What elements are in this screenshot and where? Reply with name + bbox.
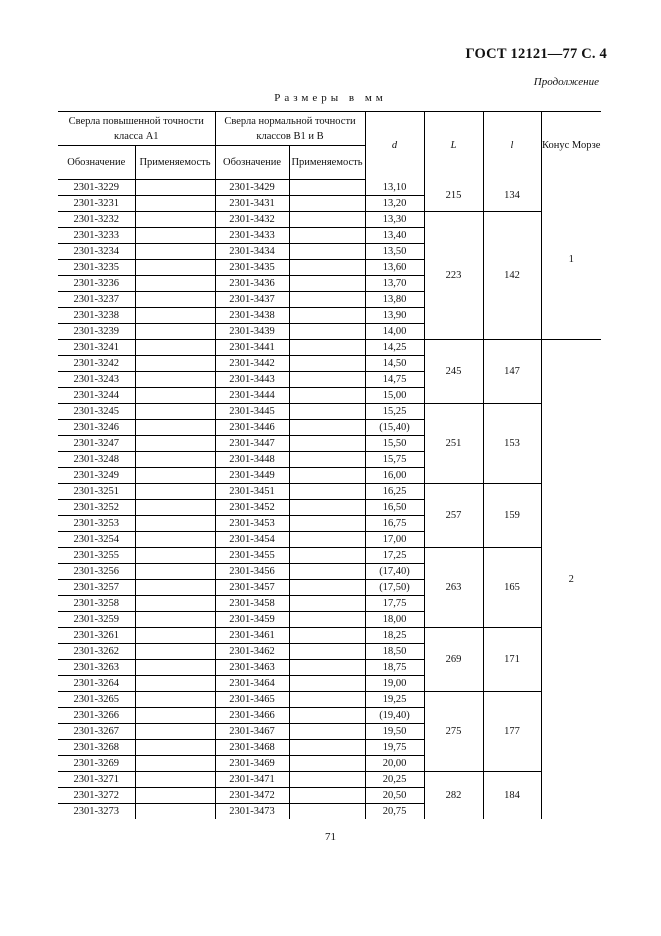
application-b-cell: [289, 612, 365, 628]
application-a1-cell: [135, 724, 215, 740]
application-b-cell: [289, 500, 365, 516]
application-b-cell: [289, 628, 365, 644]
diameter-cell: 17,00: [365, 532, 424, 548]
diameter-cell: 14,75: [365, 372, 424, 388]
diameter-cell: 13,40: [365, 228, 424, 244]
application-a1-cell: [135, 740, 215, 756]
diameter-cell: (19,40): [365, 708, 424, 724]
diameter-cell: 18,25: [365, 628, 424, 644]
diameter-cell: 19,75: [365, 740, 424, 756]
application-b-cell: [289, 292, 365, 308]
application-b-cell: [289, 756, 365, 772]
application-a1-cell: [135, 756, 215, 772]
designation-b-cell: 2301-3464: [215, 676, 289, 692]
diameter-cell: 15,25: [365, 404, 424, 420]
application-a1-cell: [135, 308, 215, 324]
application-b-cell: [289, 276, 365, 292]
length-l-cell: 153: [483, 404, 541, 484]
designation-b-cell: 2301-3442: [215, 356, 289, 372]
sizes-label: Размеры в мм: [274, 92, 387, 104]
designation-a1-cell: 2301-3251: [58, 484, 135, 500]
diameter-cell: 13,80: [365, 292, 424, 308]
diameter-cell: 14,25: [365, 340, 424, 356]
header-l: l: [483, 112, 541, 180]
length-L-cell: 251: [424, 404, 483, 484]
designation-b-cell: 2301-3473: [215, 804, 289, 820]
drill-table: [58, 111, 601, 819]
diameter-cell: 18,50: [365, 644, 424, 660]
designation-a1-cell: 2301-3254: [58, 532, 135, 548]
designation-a1-cell: 2301-3242: [58, 356, 135, 372]
designation-b-cell: 2301-3445: [215, 404, 289, 420]
designation-a1-cell: 2301-3261: [58, 628, 135, 644]
designation-b-cell: 2301-3431: [215, 196, 289, 212]
header-application-a1: Применяемость: [135, 146, 215, 180]
application-a1-cell: [135, 324, 215, 340]
designation-b-cell: 2301-3471: [215, 772, 289, 788]
designation-a1-cell: 2301-3266: [58, 708, 135, 724]
application-a1-cell: [135, 260, 215, 276]
application-b-cell: [289, 468, 365, 484]
diameter-cell: 15,50: [365, 436, 424, 452]
designation-a1-cell: 2301-3264: [58, 676, 135, 692]
designation-b-cell: 2301-3433: [215, 228, 289, 244]
diameter-cell: 13,10: [365, 180, 424, 196]
application-a1-cell: [135, 500, 215, 516]
application-a1-cell: [135, 404, 215, 420]
diameter-cell: 13,50: [365, 244, 424, 260]
application-b-cell: [289, 692, 365, 708]
application-a1-cell: [135, 196, 215, 212]
application-b-cell: [289, 532, 365, 548]
length-L-cell: 257: [424, 484, 483, 548]
diameter-cell: 20,00: [365, 756, 424, 772]
application-a1-cell: [135, 548, 215, 564]
application-b-cell: [289, 740, 365, 756]
diameter-cell: 14,50: [365, 356, 424, 372]
designation-b-cell: 2301-3453: [215, 516, 289, 532]
designation-a1-cell: 2301-3258: [58, 596, 135, 612]
length-l-cell: 184: [483, 772, 541, 820]
length-L-cell: 282: [424, 772, 483, 820]
application-a1-cell: [135, 212, 215, 228]
application-a1-cell: [135, 660, 215, 676]
diameter-cell: 18,75: [365, 660, 424, 676]
designation-b-cell: 2301-3451: [215, 484, 289, 500]
application-a1-cell: [135, 692, 215, 708]
designation-b-cell: 2301-3469: [215, 756, 289, 772]
application-b-cell: [289, 452, 365, 468]
application-b-cell: [289, 244, 365, 260]
designation-b-cell: 2301-3457: [215, 580, 289, 596]
diameter-cell: 15,00: [365, 388, 424, 404]
document-header: ГОСТ 12121—77 С. 4: [465, 46, 607, 62]
designation-b-cell: 2301-3465: [215, 692, 289, 708]
application-a1-cell: [135, 388, 215, 404]
diameter-cell: 13,60: [365, 260, 424, 276]
application-b-cell: [289, 212, 365, 228]
length-L-cell: 275: [424, 692, 483, 772]
application-b-cell: [289, 340, 365, 356]
designation-b-cell: 2301-3432: [215, 212, 289, 228]
application-a1-cell: [135, 580, 215, 596]
application-b-cell: [289, 724, 365, 740]
designation-a1-cell: 2301-3249: [58, 468, 135, 484]
morse-taper-cell: 1: [541, 180, 601, 340]
designation-a1-cell: 2301-3265: [58, 692, 135, 708]
application-a1-cell: [135, 564, 215, 580]
designation-a1-cell: 2301-3237: [58, 292, 135, 308]
header-application-b: Применяемость: [289, 146, 365, 180]
designation-b-cell: 2301-3437: [215, 292, 289, 308]
diameter-cell: 19,25: [365, 692, 424, 708]
table-row: [58, 692, 601, 708]
designation-a1-cell: 2301-3263: [58, 660, 135, 676]
application-a1-cell: [135, 436, 215, 452]
header-group-b: Сверла нормальной точности классов В1 и В: [215, 112, 365, 146]
designation-b-cell: 2301-3461: [215, 628, 289, 644]
length-l-cell: 165: [483, 548, 541, 628]
diameter-cell: 16,75: [365, 516, 424, 532]
designation-a1-cell: 2301-3262: [58, 644, 135, 660]
application-a1-cell: [135, 276, 215, 292]
table-row: [58, 628, 601, 644]
application-b-cell: [289, 644, 365, 660]
designation-a1-cell: 2301-3233: [58, 228, 135, 244]
diameter-cell: 14,00: [365, 324, 424, 340]
designation-a1-cell: 2301-3244: [58, 388, 135, 404]
designation-a1-cell: 2301-3248: [58, 452, 135, 468]
header-designation-a1: Обозначение: [58, 146, 135, 180]
designation-a1-cell: 2301-3238: [58, 308, 135, 324]
designation-b-cell: 2301-3472: [215, 788, 289, 804]
diameter-cell: 16,00: [365, 468, 424, 484]
designation-b-cell: 2301-3458: [215, 596, 289, 612]
diameter-cell: 20,75: [365, 804, 424, 820]
application-b-cell: [289, 196, 365, 212]
application-a1-cell: [135, 596, 215, 612]
diameter-cell: 17,25: [365, 548, 424, 564]
designation-b-cell: 2301-3468: [215, 740, 289, 756]
designation-a1-cell: 2301-3246: [58, 420, 135, 436]
designation-a1-cell: 2301-3245: [58, 404, 135, 420]
designation-b-cell: 2301-3434: [215, 244, 289, 260]
application-a1-cell: [135, 772, 215, 788]
designation-b-cell: 2301-3441: [215, 340, 289, 356]
application-a1-cell: [135, 628, 215, 644]
designation-a1-cell: 2301-3269: [58, 756, 135, 772]
diameter-cell: 13,70: [365, 276, 424, 292]
designation-b-cell: 2301-3463: [215, 660, 289, 676]
designation-a1-cell: 2301-3234: [58, 244, 135, 260]
application-b-cell: [289, 564, 365, 580]
table-row: [58, 548, 601, 564]
length-l-cell: 177: [483, 692, 541, 772]
length-L-cell: 215: [424, 180, 483, 212]
designation-b-cell: 2301-3452: [215, 500, 289, 516]
application-a1-cell: [135, 372, 215, 388]
length-L-cell: 245: [424, 340, 483, 404]
designation-b-cell: 2301-3455: [215, 548, 289, 564]
designation-a1-cell: 2301-3256: [58, 564, 135, 580]
continuation-label: Продолжение: [533, 76, 599, 88]
designation-a1-cell: 2301-3229: [58, 180, 135, 196]
table-body: [58, 180, 601, 820]
application-a1-cell: [135, 228, 215, 244]
diameter-cell: 13,30: [365, 212, 424, 228]
application-b-cell: [289, 372, 365, 388]
designation-a1-cell: 2301-3273: [58, 804, 135, 820]
designation-a1-cell: 2301-3255: [58, 548, 135, 564]
application-b-cell: [289, 388, 365, 404]
designation-a1-cell: 2301-3267: [58, 724, 135, 740]
table-row: [58, 180, 601, 196]
header-d: d: [365, 112, 424, 180]
header-designation-b: Обозначение: [215, 146, 289, 180]
designation-a1-cell: 2301-3268: [58, 740, 135, 756]
application-a1-cell: [135, 804, 215, 820]
diameter-cell: 19,00: [365, 676, 424, 692]
application-b-cell: [289, 788, 365, 804]
diameter-cell: 17,75: [365, 596, 424, 612]
length-L-cell: 269: [424, 628, 483, 692]
header-morse: Конус Морзе: [541, 112, 601, 180]
application-a1-cell: [135, 292, 215, 308]
application-a1-cell: [135, 244, 215, 260]
table-row: [58, 340, 601, 356]
designation-b-cell: 2301-3436: [215, 276, 289, 292]
designation-a1-cell: 2301-3243: [58, 372, 135, 388]
designation-a1-cell: 2301-3259: [58, 612, 135, 628]
diameter-cell: 13,20: [365, 196, 424, 212]
diameter-cell: (17,40): [365, 564, 424, 580]
application-b-cell: [289, 324, 365, 340]
application-a1-cell: [135, 356, 215, 372]
application-b-cell: [289, 420, 365, 436]
application-b-cell: [289, 516, 365, 532]
page-number: 71: [325, 831, 336, 843]
application-a1-cell: [135, 612, 215, 628]
table-row: [58, 484, 601, 500]
diameter-cell: 19,50: [365, 724, 424, 740]
length-l-cell: 171: [483, 628, 541, 692]
application-b-cell: [289, 180, 365, 196]
length-l-cell: 147: [483, 340, 541, 404]
diameter-cell: 16,50: [365, 500, 424, 516]
application-b-cell: [289, 260, 365, 276]
length-l-cell: 134: [483, 180, 541, 212]
application-a1-cell: [135, 420, 215, 436]
length-l-cell: 159: [483, 484, 541, 548]
application-b-cell: [289, 356, 365, 372]
table-row: [58, 772, 601, 788]
application-b-cell: [289, 308, 365, 324]
designation-a1-cell: 2301-3253: [58, 516, 135, 532]
diameter-cell: 15,75: [365, 452, 424, 468]
diameter-cell: 18,00: [365, 612, 424, 628]
designation-b-cell: 2301-3448: [215, 452, 289, 468]
application-a1-cell: [135, 340, 215, 356]
designation-b-cell: 2301-3449: [215, 468, 289, 484]
designation-a1-cell: 2301-3235: [58, 260, 135, 276]
designation-a1-cell: 2301-3271: [58, 772, 135, 788]
diameter-cell: 13,90: [365, 308, 424, 324]
application-b-cell: [289, 228, 365, 244]
length-L-cell: 263: [424, 548, 483, 628]
application-a1-cell: [135, 644, 215, 660]
application-a1-cell: [135, 676, 215, 692]
designation-b-cell: 2301-3456: [215, 564, 289, 580]
application-b-cell: [289, 580, 365, 596]
application-b-cell: [289, 484, 365, 500]
designation-a1-cell: 2301-3239: [58, 324, 135, 340]
designation-b-cell: 2301-3443: [215, 372, 289, 388]
diameter-cell: 20,50: [365, 788, 424, 804]
diameter-cell: (15,40): [365, 420, 424, 436]
designation-a1-cell: 2301-3247: [58, 436, 135, 452]
designation-a1-cell: 2301-3231: [58, 196, 135, 212]
designation-a1-cell: 2301-3232: [58, 212, 135, 228]
designation-b-cell: 2301-3439: [215, 324, 289, 340]
designation-b-cell: 2301-3429: [215, 180, 289, 196]
header-group-a1: Сверла повышенной точности класса А1: [58, 112, 215, 146]
designation-a1-cell: 2301-3236: [58, 276, 135, 292]
designation-b-cell: 2301-3446: [215, 420, 289, 436]
table-row: [58, 212, 601, 228]
application-a1-cell: [135, 516, 215, 532]
designation-b-cell: 2301-3454: [215, 532, 289, 548]
application-b-cell: [289, 596, 365, 612]
designation-b-cell: 2301-3467: [215, 724, 289, 740]
application-b-cell: [289, 404, 365, 420]
diameter-cell: (17,50): [365, 580, 424, 596]
length-L-cell: 223: [424, 212, 483, 340]
application-b-cell: [289, 436, 365, 452]
table-row: [58, 404, 601, 420]
morse-taper-cell: 2: [568, 574, 574, 586]
designation-b-cell: 2301-3438: [215, 308, 289, 324]
application-a1-cell: [135, 708, 215, 724]
application-b-cell: [289, 660, 365, 676]
length-l-cell: 142: [483, 212, 541, 340]
designation-b-cell: 2301-3444: [215, 388, 289, 404]
designation-b-cell: 2301-3462: [215, 644, 289, 660]
application-b-cell: [289, 708, 365, 724]
designation-a1-cell: 2301-3272: [58, 788, 135, 804]
application-b-cell: [289, 676, 365, 692]
application-b-cell: [289, 772, 365, 788]
application-a1-cell: [135, 468, 215, 484]
designation-b-cell: 2301-3459: [215, 612, 289, 628]
designation-a1-cell: 2301-3252: [58, 500, 135, 516]
application-a1-cell: [135, 180, 215, 196]
diameter-cell: 20,25: [365, 772, 424, 788]
designation-b-cell: 2301-3435: [215, 260, 289, 276]
header-L: L: [424, 112, 483, 180]
designation-a1-cell: 2301-3241: [58, 340, 135, 356]
application-a1-cell: [135, 484, 215, 500]
diameter-cell: 16,25: [365, 484, 424, 500]
designation-b-cell: 2301-3447: [215, 436, 289, 452]
designation-a1-cell: 2301-3257: [58, 580, 135, 596]
application-a1-cell: [135, 788, 215, 804]
application-b-cell: [289, 548, 365, 564]
designation-b-cell: 2301-3466: [215, 708, 289, 724]
application-a1-cell: [135, 452, 215, 468]
application-a1-cell: [135, 532, 215, 548]
application-b-cell: [289, 804, 365, 820]
